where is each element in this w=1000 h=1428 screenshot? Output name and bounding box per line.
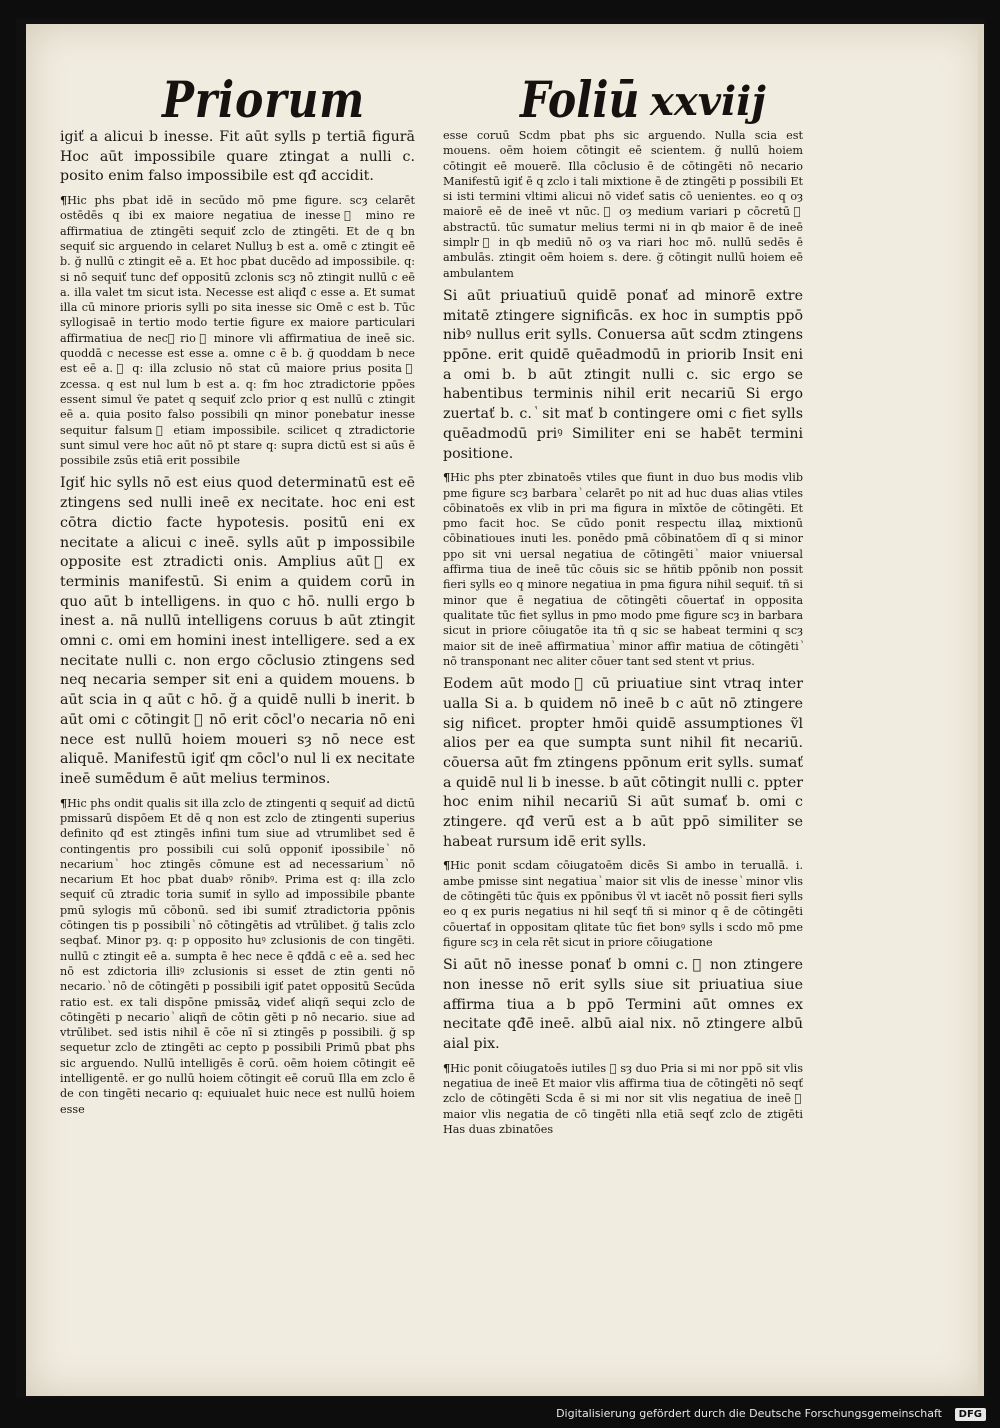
paragraph-mark: ¶ [60, 193, 68, 208]
paragraph-text: Hic ponit cōiugatoēs iutiles ᷣ sȝ duo Pria si mi nor ppō sit vlis negatiua de ineē Et maior vlis affirma tiua de cōtingēti nō seqť zclo de cōtingēti Scda ē si mi nor sit vlis negatiua de ineē ᷣ maior vlis negatia de cō tingēti nlla etiā seqť zclo de ztigēti Has duas zbinatōes [443, 1061, 803, 1136]
right-column-paragraph [443, 470, 803, 669]
right-column-paragraph [443, 956, 803, 1055]
left-column-paragraph [60, 128, 415, 187]
paragraph-text: Hic phs pbat idē in secūdo mō pme figure. scȝ celarēt ostēdēs q ibi ex maiore negatiua de inesse ᷣ mino re affirmatiua de ztingēti sequiť zclo de ztingēti. Et de q bn sequiť sic arguendo in celaret Nulluȝ b est a. omē c ztingit eē b. ğ nullū c ztingit eē a. Et hoc pbat ducēdo ad impossibile. q: si nō sequiť tunc def oppositū zclonis scȝ nō ztingit nullū c eē a. illa valet tm sicut ista. Necesse est aliqđ c esse a. Et sumat illa cū minore prioris sylli po sita inesse sic Omē c est b. Tūc syllogisaē in tertio modo tertie figure ex maiore particulari affirmatiua de necᷣ rio ᷣ minore vli affirmatiua de ineē sic. quoddā c necesse est esse a. omne c ē b. ğ quoddam b nece est eē a. ᷣ q: illa zclusio nō stat cū maiore prius posita ᷣ zcessa. q est nul lum b est a. q: fm hoc ztradictorie ppōes essent simul ṽe patet q sequiť zclo prior q est nullū c ztingit eē a. quia posito falso possibili qn minor ponebatur inesse sequitur falsum ᷣ etiam impossibile. scilicet q ztradictorie sunt simul vere hoc aūt nō pt stare q: supra dictū est si aūs ē possibile zsūs etiā erit possibile [60, 194, 415, 468]
paragraph-text: esse coruū Scdm pbat phs sic arguendo. Nulla scia est mouens. oēm hoiem cōtingit eē scientem. ğ nullū hoiem cōtingit eē mouerē. Illa cōclusio ē de cōtingēti nō necario Manifestū igiť ē q zclo i tali mixtione ē de ztingēti p possibili Et si isti termini vltimi alicui nō videť satis cō uenientes. eo q oȝ maiorē eē de ineē vt nūc. ᷣ oȝ medium variari p cōcretū ᷣ abstractū. tūc sumatur melius termi ni in qb maior ē de ineē simplr ᷣ in qb mediū nō oȝ va riari hoc mō. nullū sedēs ē ambulās. ztingit oēm hoiem s. dere. ğ cōtingit nullū hoiem eē ambulantem [443, 129, 803, 280]
page-edge [978, 24, 984, 1396]
paragraph-text: Hic phs pter zbinatoēs vtiles que fiunt in duo bus modis vlib pme figure scȝ barbara ᷣ celarēt po nit ad huc duas alias vtiles cōbinatoēs ex vlib in pri ma figura in mīxtōe de cōtingēti. Et pmo facit hoc. Se cūdo ponit respectu illaꝝ mixtionū cōbinatioues inuti les. ponēdo pmā cōbinatōem dī q si minor ppo sit vni uersal negatiua de cōtingēti ᷣ maior vniuersal affirma tiua de ineē tūc cōuis sic se hñtib ppōnib non possit fieri sylls eo q minore negatiua in pma figura nihil sequiť. tñ si minor que ē negatiua de cōtingēti cōuertať in opposita qualitate tūc fiet syllus in pmo modo pme figure scȝ in barbara sicut in priore cōiugatōe ita tñ q sic se habeat termini q scȝ maior sit de ineē affirmatiua ᷣ minor affir matiua de cōtingēti ᷣ nō transponant nec aliter cōuer tant sed stent vt prius. [443, 471, 803, 668]
paragraph-text: Si aūt nō inesse ponať b omni c. ᷣ non ztingere non inesse nō erit sylls siue sit priuatiua siue affirma tiua a b ppō Termini aūt omnes ex necitate qđē ineē. albū aial nix. nō ztingere albū aial pix. [443, 957, 803, 1053]
right-column-paragraph [443, 128, 803, 281]
paragraph-mark: ¶ [443, 1060, 451, 1075]
paragraph-text: Igiť hic sylls nō est eius quod determinatū est eē ztingens sed nulli ineē ex necitate. hoc eni est cōtra dictio facte hypotesis. positū eni ex necitate a alicui c ineē. sylls aūt p impossibile opposite est ztradicti onis. Amplius aūt ᷣ ex terminis manifestū. Si enim a quidem corū in quo aūt b intelligens. in quo c hō. nulli ergo b inest a. nā nullū intelligens coruus b aūt ztingit omni c. omi em homini inest intelligere. sed a ex necitate nulli c. non ergo cōclusio ztingens sed neq necaria semper sit eni a quidem mouens. b aūt scia in q aūt c hō. ğ a quidē nulli b inerit. b aūt omi c cōtingit ᷣ nō erit cōcl'o necaria nō eni nece est nullū hoiem moueri sȝ nō nece est aliquē. Manifestū igiť qm cōcl'o nul li ex necitate ineē sumēdum ē aūt melius terminos. [60, 475, 415, 787]
running-head-left: Priorum [162, 70, 366, 129]
right-column-paragraph [443, 675, 803, 852]
folio-number: xxviij [650, 78, 766, 125]
paragraph-text: Hic phs ondit qualis sit illa zclo de ztingenti q sequiť ad dictū pmissarū dispōem Et dē q non est zclo de ztingenti superius definito qđ est ztingēs infini tum siue ad vtrumlibet sed ē contingentis pro possibili cui solū opponiť ipossibile ᷣ nō necarium ᷣ hoc ztingēs cōmune est ad necessarium ᷣ nō necarium Et hoc pbat duabꝰ rōnibꝰ. Prima est q: illa zclo sequiť cū ztradic toria sumiť in syllo ad impossibile pbante pmū sylogis mū cōbonū. sed ibi sumiť ztradictoria ppōnis cōtingen tis p possibili ᷣ nō cōtingētis ad vtrūlibet. ğ talis zclo seqbať. Minor pȝ. q: p opposito huꝰ zclusionis de con tingēti. nullū c ztingit eē a. sumpta ē hec nece ē qđdā c eē a. sed hec nō est zdictoria illiꝰ zclusionis si esset de ztin genti nō necario. ᷣ nō de cōtingēti p possibili igiť patet oppositū Secūda ratio est. ex tali dispōne pmissāꝝ videť aliqñ sequi zclo de cōtingēti p necario ᷣ aliqñ de cōtin gēti p nō necario. siue ad vtrūlibet. sed istis nihil ē cōe nī si ztingēs p possibili. ğ sp sequetur zclo de ztingēti ac cepto p possibili Primū pbat phs sic arguendo. Nullū intelligēs ē corū. oēm hoiem cōtingit eē intelligentē. er go nullū hoiem cōtingit eē coruū Illa em zclo ē de con tingēti necario q: equiualet huic nece est nullū hoiem esse [60, 796, 415, 1116]
paragraph-mark: ¶ [60, 795, 68, 810]
paragraph-mark: ¶ [443, 858, 451, 873]
paragraph-text: igiť a alicui b inesse. Fit aūt sylls p tertiā figurā Hoc aūt impossibile quare ztingat a nulli c. posito enim falso impossibile est qđ accidit. [60, 129, 415, 185]
dfg-logo: DFG [955, 1408, 986, 1421]
right-column-paragraph [443, 858, 803, 950]
paragraph-text: Hic ponit scdam cōiugatoēm dicēs Si ambo in teruallā. i. ambe pmisse sint negatiua ᷣ maior sit vlis de inesse ᷣ minor vlis de cōtingēti tūc q̄uis ex ppōnibus ṽl vt iacēt nō possit fieri sylls eo q ex puris negatius ni hil seqť tñ si minor q ē de cōtingēti cōuertať in oppositam qlitate tūc fiet bonꝰ sylls i scdo mō pme figure scȝ in cela rēt sicut in priore cōiugatione [443, 859, 803, 949]
left-column-paragraph [60, 474, 415, 789]
paragraph-mark: ¶ [443, 470, 451, 485]
text-column-left [60, 128, 415, 1123]
left-column-paragraph [60, 193, 415, 468]
right-column-paragraph [443, 1061, 803, 1137]
footer-credit: Digitalisierung gefördert durch die Deutsche Forschungsgemeinschaft [556, 1407, 942, 1420]
running-head-right: Foliū [520, 70, 640, 129]
paragraph-text: Eodem aūt modo ᷣ cū priuatiue sint vtraq inter ualla Si a. b quidem nō ineē b c aūt nō ztingere sig nificet. propter hmōi quidē assumptiones ṽl alios per ea que sumpta sunt nihil fit necariū. cōuersa aūt fm ztingens ppōnum erit sylls. sumať a quidē nul li b inesse. b aūt cōtingit nulli c. ppter hoc enim nihil necariū Si aūt sumať b. omi c ztingere. qđ verū est a b aūt ppō similiter se habeat rursum idē erit sylls. [443, 676, 803, 850]
paragraph-text: Si aūt priuatiuū quidē ponať ad minorē extre mitatē ztingere significās. ex hoc in sumptis ppō nibꝰ nullus erit sylls. Conuersa aūt scdm ztingens ppōne. erit quidē quēadmodū in priorib Insit eni a omi b. b aūt ztingit nulli c. sic ergo se habentibus terminis nihil erit necariū Si ergo zuertať b. c. ᷣ sit mať b contingere omi c fiet sylls quēadmodū priꝰ Similiter eni se habēt termini positione. [443, 287, 803, 462]
right-column-paragraph [443, 287, 803, 464]
text-column-right [443, 128, 803, 1143]
left-column-paragraph [60, 796, 415, 1117]
